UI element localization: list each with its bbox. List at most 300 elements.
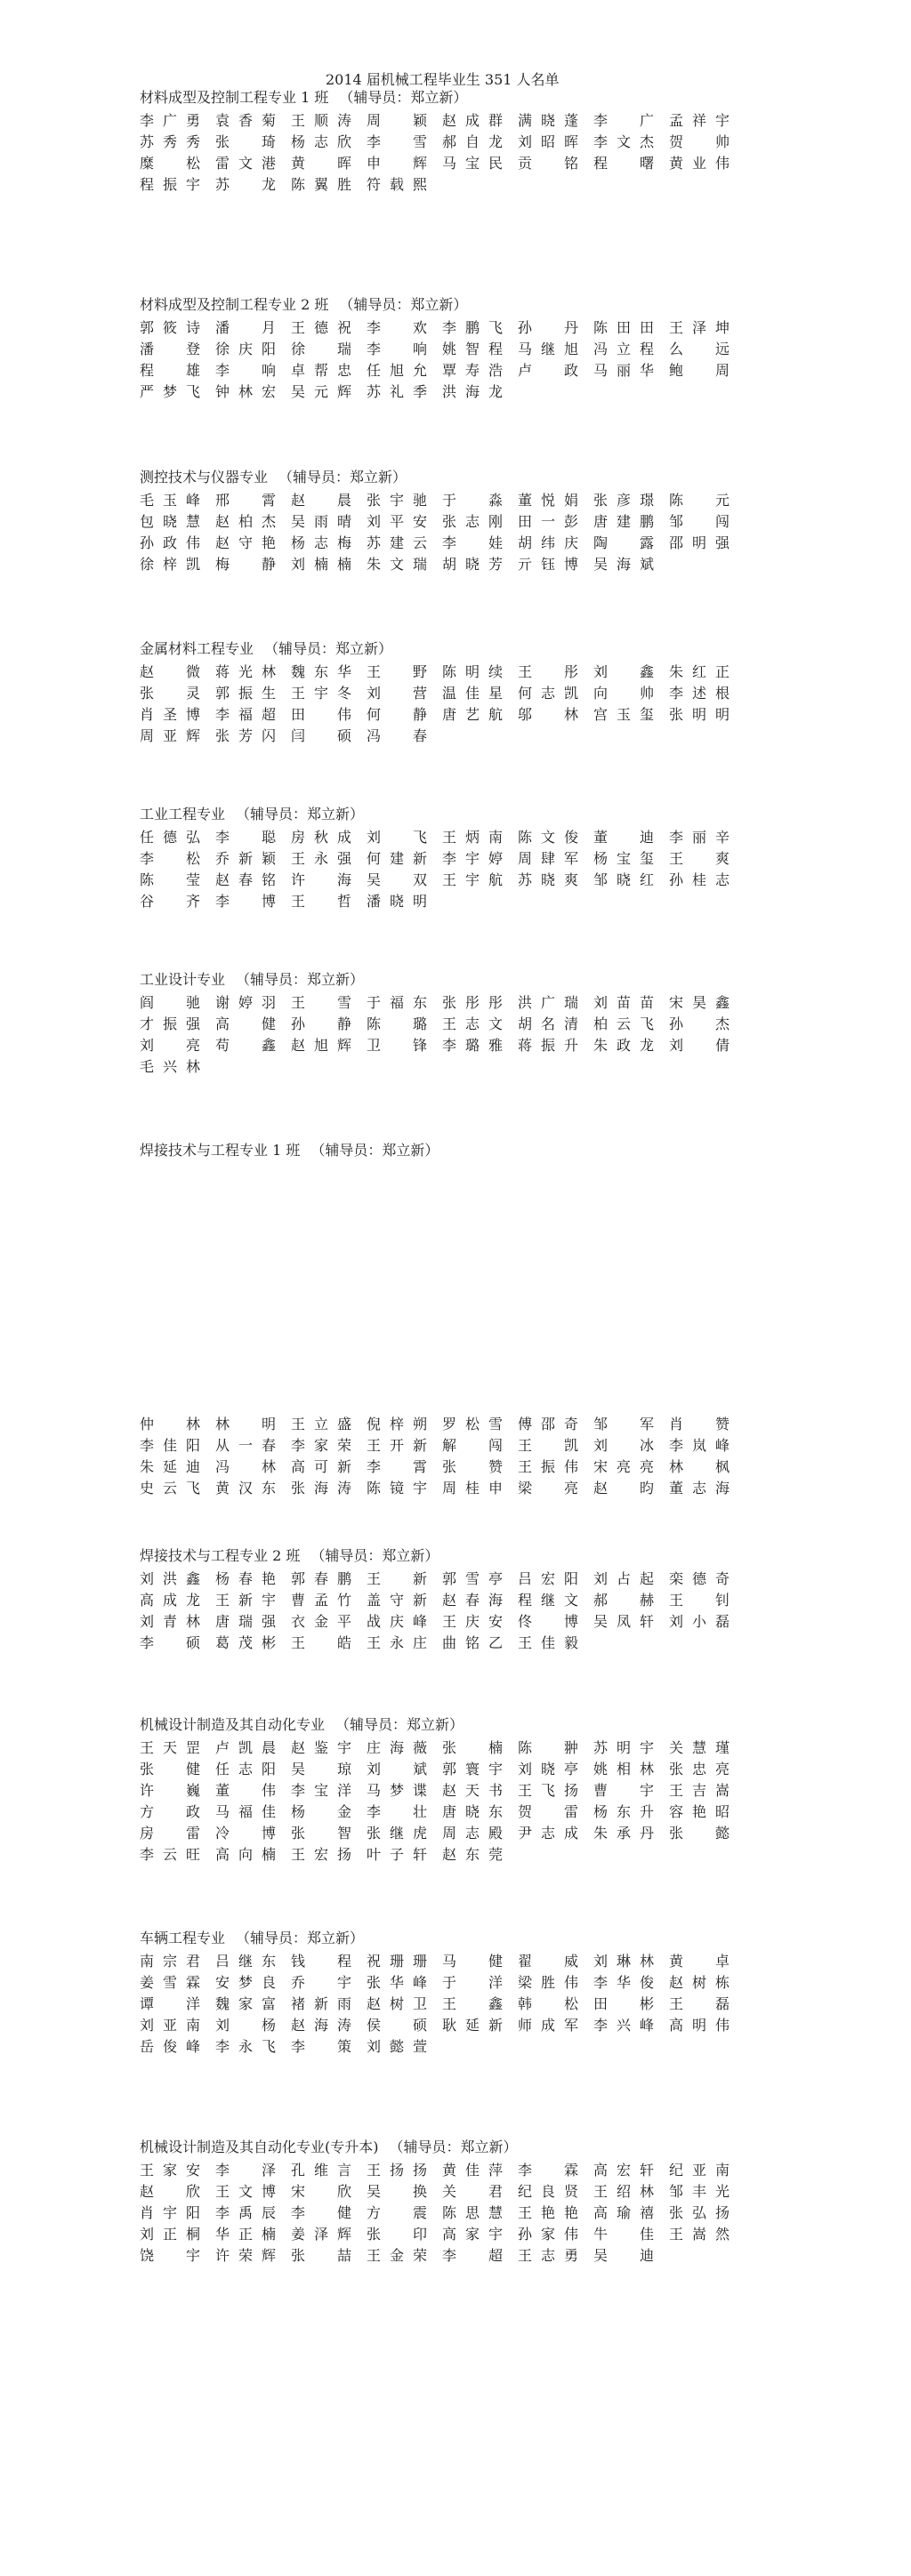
student-name: 岳俊峰: [140, 2038, 200, 2055]
student-name: 王 雪: [291, 994, 351, 1011]
student-name: 赵守艳: [215, 534, 276, 551]
student-name: 马 健: [442, 1953, 503, 1970]
student-name: 何建新: [367, 850, 427, 867]
student-name: 王 磊: [669, 1995, 730, 2012]
student-name: 李 响: [215, 362, 276, 379]
student-name: 陈田田: [593, 319, 654, 336]
student-name: 王艳艳: [518, 2204, 578, 2221]
name-row: [140, 2160, 762, 2181]
student-name: 杨春艳: [215, 1570, 276, 1587]
roster-section: [140, 806, 762, 912]
student-name: 史云飞: [140, 1480, 200, 1497]
major-name: 材料成型及控制工程专业 2 班: [140, 296, 329, 313]
section-header: [140, 1716, 762, 1734]
student-name: 魏家富: [215, 1995, 276, 2012]
student-name: 李佳阳: [140, 1437, 200, 1454]
name-row: [140, 891, 762, 912]
student-name: 申 辉: [367, 155, 427, 172]
roster-section: [140, 1142, 762, 1499]
student-name: 王飞扬: [518, 1782, 578, 1799]
student-name: 庄海薇: [367, 1739, 427, 1756]
student-name: 邹 闯: [669, 513, 730, 530]
student-name: 严梦飞: [140, 383, 200, 400]
student-name: 牛 佳: [593, 2226, 654, 2243]
student-name: 宋 欣: [291, 2183, 351, 2200]
name-row: [140, 2224, 762, 2245]
student-name: 邢 霄: [215, 492, 276, 509]
name-row: [140, 1014, 762, 1035]
student-name: 高向楠: [215, 1846, 276, 1863]
student-name: 刘琳林: [593, 1953, 654, 1970]
student-name: 李 健: [291, 2204, 351, 2221]
name-row: [140, 381, 762, 403]
student-name: 冷 博: [215, 1825, 276, 1842]
student-name: 蒋光林: [215, 663, 276, 680]
student-name: 祝珊珊: [367, 1953, 427, 1970]
student-name: 佟 博: [518, 1613, 578, 1630]
student-name: 吕继东: [215, 1953, 276, 1970]
student-name: 孙 杰: [669, 1015, 730, 1032]
name-row: [140, 1951, 762, 1972]
student-name: 王永庄: [367, 1634, 427, 1651]
student-name: 马梦谍: [367, 1782, 427, 1799]
student-name: 葛茂彬: [215, 1634, 276, 1651]
student-name: 蒋振升: [518, 1037, 578, 1054]
name-row: [140, 1802, 762, 1823]
student-name: 张 懿: [669, 1825, 730, 1842]
advisor-label: （辅导员：郑立新）: [310, 1547, 439, 1564]
student-name: 吴海斌: [593, 556, 654, 573]
student-name: 刘亚南: [140, 2017, 200, 2034]
student-name: 贡 铭: [518, 155, 578, 172]
student-name: 陈文俊: [518, 829, 578, 846]
name-row: [140, 339, 762, 360]
student-name: 赵 微: [140, 663, 200, 680]
student-name: 洪海龙: [442, 383, 503, 400]
student-name: 李 雪: [367, 133, 427, 150]
student-name: 吴凤轩: [593, 1613, 654, 1630]
student-name: 王天罡: [140, 1739, 200, 1756]
student-name: 苏建云: [367, 534, 427, 551]
student-name: 程 曙: [593, 155, 654, 172]
student-name: 刘昭晖: [518, 133, 578, 150]
student-name: 梁 亮: [518, 1480, 578, 1497]
student-name: 徐 瑞: [291, 341, 351, 357]
student-name: 冯 林: [215, 1458, 276, 1475]
student-name: 冯 春: [367, 727, 427, 744]
student-name: 周 颖: [367, 112, 427, 129]
student-name: 王 野: [367, 663, 427, 680]
student-name: 姜泽辉: [291, 2226, 351, 2243]
student-name: 闫 硕: [291, 727, 351, 744]
student-name: 解 闯: [442, 1437, 503, 1454]
name-row: [140, 1633, 762, 1654]
student-name: 孟祥宇: [669, 112, 730, 129]
student-name: 胡晓芳: [442, 556, 503, 573]
student-name: 刘平安: [367, 513, 427, 530]
student-name: 向 帅: [593, 685, 654, 702]
student-name: 朱文瑞: [367, 556, 427, 573]
student-name: 高家宇: [442, 2226, 503, 2243]
name-row: [140, 2036, 762, 2058]
student-name: 饶 宇: [140, 2247, 200, 2264]
major-name: 测控技术与仪器专业: [140, 469, 269, 486]
names-block: [140, 317, 762, 403]
student-name: 刘苗苗: [593, 994, 654, 1011]
student-name: 王 彤: [518, 663, 578, 680]
name-row: [140, 1972, 762, 1994]
student-name: 王 皓: [291, 1634, 351, 1651]
names-block: [140, 827, 762, 912]
student-name: 李 博: [215, 893, 276, 910]
student-name: 冯立程: [593, 341, 654, 357]
section-header: [140, 469, 762, 486]
student-name: 耿延新: [442, 2017, 503, 2034]
student-name: 马宝民: [442, 155, 503, 172]
student-name: 李 响: [367, 341, 427, 357]
student-name: 吕宏阳: [518, 1570, 578, 1587]
student-name: 王庆安: [442, 1613, 503, 1630]
student-name: 郭春鹏: [291, 1570, 351, 1587]
name-row: [140, 490, 762, 511]
advisor-label: （辅导员：郑立新）: [278, 469, 407, 486]
section-header: [140, 1547, 762, 1565]
student-name: 傅邵奇: [518, 1416, 578, 1432]
student-name: 叶子轩: [367, 1846, 427, 1863]
student-name: 梅 静: [215, 556, 276, 573]
student-name: 张彦璟: [593, 492, 654, 509]
student-name: 李华俊: [593, 1974, 654, 1991]
student-name: 毛玉峰: [140, 492, 200, 509]
student-name: 刘 营: [367, 685, 427, 702]
student-name: 李鹏飞: [442, 319, 503, 336]
student-name: 李 聪: [215, 829, 276, 846]
names-block: [140, 992, 762, 1078]
student-name: 董 迪: [593, 829, 654, 846]
student-name: 刘洪鑫: [140, 1570, 200, 1587]
student-name: 乔 宇: [291, 1974, 351, 1991]
student-name: 于福东: [367, 994, 427, 1011]
advisor-label: （辅导员：郑立新）: [339, 89, 468, 106]
student-name: 吴 琼: [291, 1761, 351, 1778]
student-name: 袁香菊: [215, 112, 276, 129]
student-name: 邹 军: [593, 1416, 654, 1432]
name-row: [140, 683, 762, 704]
student-name: 赵旭辉: [291, 1037, 351, 1054]
name-row: [140, 1823, 762, 1844]
student-name: 高宏轩: [593, 2162, 654, 2179]
student-name: 李丽辛: [669, 829, 730, 846]
student-name: 何志凯: [518, 685, 578, 702]
name-row: [140, 1844, 762, 1866]
student-name: 马丽华: [593, 362, 654, 379]
major-name: 焊接技术与工程专业 2 班: [140, 1547, 301, 1564]
student-name: 肖 赞: [669, 1416, 730, 1432]
student-name: 姚相林: [593, 1761, 654, 1778]
names-block: [140, 1414, 762, 1499]
names-block: [140, 490, 762, 575]
student-name: 唐瑞强: [215, 1613, 276, 1630]
student-name: 王 哲: [291, 893, 351, 910]
student-name: 赵东莞: [442, 1846, 503, 1863]
advisor-label: （辅导员：郑立新）: [339, 296, 468, 313]
name-row: [140, 533, 762, 554]
student-name: 黄佳萍: [442, 2162, 503, 2179]
student-name: 赵海涛: [291, 2017, 351, 2034]
roster-section: [140, 640, 762, 747]
student-name: 周亚辉: [140, 727, 200, 744]
student-name: 赵树卫: [367, 1995, 427, 2012]
student-name: 阎 驰: [140, 994, 200, 1011]
student-name: 王金荣: [367, 2247, 427, 2264]
names-block: [140, 662, 762, 747]
advisor-label: （辅导员：郑立新）: [310, 1142, 439, 1159]
roster-section: [140, 296, 762, 403]
student-name: 吴雨晴: [291, 513, 351, 530]
student-name: 尹志成: [518, 1825, 578, 1842]
student-name: 吴 双: [367, 871, 427, 888]
student-name: 毛兴林: [140, 1058, 200, 1075]
student-name: 李 超: [442, 2247, 503, 2264]
student-name: 关慧瑾: [669, 1739, 730, 1756]
student-name: 李家荣: [291, 1437, 351, 1454]
student-name: 姚智程: [442, 341, 503, 357]
student-name: 赵 晨: [291, 492, 351, 509]
student-name: 李述根: [669, 685, 730, 702]
student-name: 黄 晖: [291, 155, 351, 172]
student-name: 宫玉玺: [593, 706, 654, 723]
student-name: 程 雄: [140, 362, 200, 379]
student-name: 胡名清: [518, 1015, 578, 1032]
names-block: [140, 110, 762, 196]
major-name: 机械设计制造及其自动化专业(专升本): [140, 2139, 379, 2155]
name-row: [140, 360, 762, 381]
student-name: 朱延迪: [140, 1458, 200, 1475]
student-name: 刘楠楠: [291, 556, 351, 573]
student-name: 张明明: [669, 706, 730, 723]
roster-section: [140, 89, 762, 196]
student-name: 朱承丹: [593, 1825, 654, 1842]
student-name: 李 娃: [442, 534, 503, 551]
major-name: 车辆工程专业: [140, 1930, 226, 1946]
student-name: 林 明: [215, 1416, 276, 1432]
student-name: 张 楠: [442, 1739, 503, 1756]
student-name: 王德祝: [291, 319, 351, 336]
student-name: 黄 卓: [669, 1953, 730, 1970]
student-name: 李云旺: [140, 1846, 200, 1863]
student-name: 侯 硕: [367, 2017, 427, 2034]
student-name: 衣金平: [291, 1613, 351, 1630]
student-name: 张弘扬: [669, 2204, 730, 2221]
name-row: [140, 511, 762, 533]
student-name: 张华峰: [367, 1974, 427, 1991]
student-name: 王 钊: [669, 1592, 730, 1609]
student-name: 谢婷羽: [215, 994, 276, 1011]
student-name: 覃寿浩: [442, 362, 503, 379]
student-name: 郭雪亭: [442, 1570, 503, 1587]
student-name: 王 凯: [518, 1437, 578, 1454]
student-name: 王家安: [140, 2162, 200, 2179]
student-name: 苏秀秀: [140, 133, 200, 150]
student-name: 李璐雅: [442, 1037, 503, 1054]
names-block: [140, 1951, 762, 2058]
student-name: 房秋成: [291, 829, 351, 846]
student-name: 王文博: [215, 2183, 276, 2200]
student-name: 韩 松: [518, 1995, 578, 2012]
student-name: 徐庆阳: [215, 341, 276, 357]
student-name: 杨 金: [291, 1803, 351, 1820]
student-name: 华正楠: [215, 2226, 276, 2243]
student-name: 赵 昀: [593, 1480, 654, 1497]
student-name: 赵树栋: [669, 1974, 730, 1991]
student-name: 王顺涛: [291, 112, 351, 129]
student-name: 李岚峰: [669, 1437, 730, 1454]
student-name: 魏东华: [291, 663, 351, 680]
roster-section: [140, 469, 762, 575]
student-name: 么 远: [669, 341, 730, 357]
student-name: 刘小磊: [669, 1613, 730, 1630]
student-name: 陈 元: [669, 492, 730, 509]
student-name: 王佳毅: [518, 1634, 578, 1651]
student-name: 亓钰博: [518, 556, 578, 573]
student-name: 吴 迪: [593, 2247, 654, 2264]
student-name: 方 震: [367, 2204, 427, 2221]
name-row: [140, 704, 762, 726]
roster-section: [140, 1716, 762, 1866]
student-name: 王开新: [367, 1437, 427, 1454]
student-name: 孙 静: [291, 1015, 351, 1032]
student-name: 马福佳: [215, 1803, 276, 1820]
student-name: 程继文: [518, 1592, 578, 1609]
student-name: 姜雪霖: [140, 1974, 200, 1991]
section-header: [140, 1930, 762, 1947]
student-name: 朱政龙: [593, 1037, 654, 1054]
name-row: [140, 1994, 762, 2015]
roster-section: [140, 1930, 762, 2058]
student-name: 关 君: [442, 2183, 503, 2200]
student-name: 张继虎: [367, 1825, 427, 1842]
student-name: 陈镜宇: [367, 1480, 427, 1497]
names-block: [140, 2160, 762, 2267]
name-row: [140, 110, 762, 132]
student-name: 李 霖: [518, 2162, 578, 2179]
student-name: 张彤彤: [442, 994, 503, 1011]
student-name: 王 鑫: [442, 1995, 503, 2012]
student-name: 陶 露: [593, 534, 654, 551]
name-row: [140, 1759, 762, 1780]
major-name: 机械设计制造及其自动化专业: [140, 1716, 326, 1733]
student-name: 钟林宏: [215, 383, 276, 400]
student-name: 苏晓爽: [518, 871, 578, 888]
student-name: 乔新颖: [215, 850, 276, 867]
student-name: 王炳南: [442, 829, 503, 846]
student-name: 糜 松: [140, 155, 200, 172]
name-row: [140, 1590, 762, 1611]
student-name: 纪亚南: [669, 2162, 730, 2179]
student-name: 杨宝玺: [593, 850, 654, 867]
student-name: 宋亮亮: [593, 1458, 654, 1475]
student-name: 任志阳: [215, 1761, 276, 1778]
student-name: 高瑜禧: [593, 2204, 654, 2221]
student-name: 王志勇: [518, 2247, 578, 2264]
student-name: 翟 威: [518, 1953, 578, 1970]
name-row: [140, 1457, 762, 1478]
student-name: 苏明宇: [593, 1739, 654, 1756]
student-name: 何 静: [367, 706, 427, 723]
student-name: 容艳昭: [669, 1803, 730, 1820]
name-row: [140, 870, 762, 891]
student-name: 张志刚: [442, 513, 503, 530]
student-name: 王 新: [367, 1570, 427, 1587]
student-name: 卢凯晨: [215, 1739, 276, 1756]
student-name: 纪良贤: [518, 2183, 578, 2200]
student-name: 孙 丹: [518, 319, 578, 336]
student-name: 李永飞: [215, 2038, 276, 2055]
student-name: 刘青林: [140, 1613, 200, 1630]
name-row: [140, 662, 762, 683]
student-name: 潘 月: [215, 319, 276, 336]
student-name: 刘晓亭: [518, 1761, 578, 1778]
student-name: 赵春海: [442, 1592, 503, 1609]
student-name: 邬 林: [518, 706, 578, 723]
student-name: 张 灵: [140, 685, 200, 702]
student-name: 董 伟: [215, 1782, 276, 1799]
name-row: [140, 1737, 762, 1759]
major-name: 工业设计专业: [140, 971, 226, 988]
student-name: 吴元辉: [291, 383, 351, 400]
student-name: 杨志梅: [291, 534, 351, 551]
roster-section: [140, 971, 762, 1078]
student-name: 房 雷: [140, 1825, 200, 1842]
roster-section: [140, 1547, 762, 1654]
student-name: 徐梓凯: [140, 556, 200, 573]
student-name: 刘懿萱: [367, 2038, 427, 2055]
name-row: [140, 726, 762, 747]
student-name: 仲 林: [140, 1416, 200, 1432]
student-name: 程振宇: [140, 176, 200, 193]
student-name: 董悦娟: [518, 492, 578, 509]
student-name: 包晓慧: [140, 513, 200, 530]
student-name: 李 策: [291, 2038, 351, 2055]
student-name: 苟 鑫: [215, 1037, 276, 1054]
student-name: 贺 帅: [669, 133, 730, 150]
major-name: 焊接技术与工程专业 1 班: [140, 1142, 301, 1159]
section-header: [140, 89, 762, 107]
student-name: 曲铭乙: [442, 1634, 503, 1651]
student-name: 王泽坤: [669, 319, 730, 336]
student-name: 高成龙: [140, 1592, 200, 1609]
student-name: 赵成群: [442, 112, 503, 129]
student-name: 卫 锋: [367, 1037, 427, 1054]
student-name: 王吉嵩: [669, 1782, 730, 1799]
student-name: 唐晓东: [442, 1803, 503, 1820]
student-name: 倪梓朔: [367, 1416, 427, 1432]
student-name: 邵明强: [669, 534, 730, 551]
name-row: [140, 1478, 762, 1499]
major-name: 材料成型及控制工程专业 1 班: [140, 89, 329, 106]
student-name: 邹丰光: [669, 2183, 730, 2200]
student-name: 潘 登: [140, 341, 200, 357]
name-row: [140, 317, 762, 339]
student-name: 刘 飞: [367, 829, 427, 846]
student-name: 李 泽: [215, 2162, 276, 2179]
student-name: 高可新: [291, 1458, 351, 1475]
student-name: 雷文港: [215, 155, 276, 172]
student-name: 黄汉东: [215, 1480, 276, 1497]
student-name: 肖宇阳: [140, 2204, 200, 2221]
student-name: 苏 龙: [215, 176, 276, 193]
student-name: 周志殿: [442, 1825, 503, 1842]
